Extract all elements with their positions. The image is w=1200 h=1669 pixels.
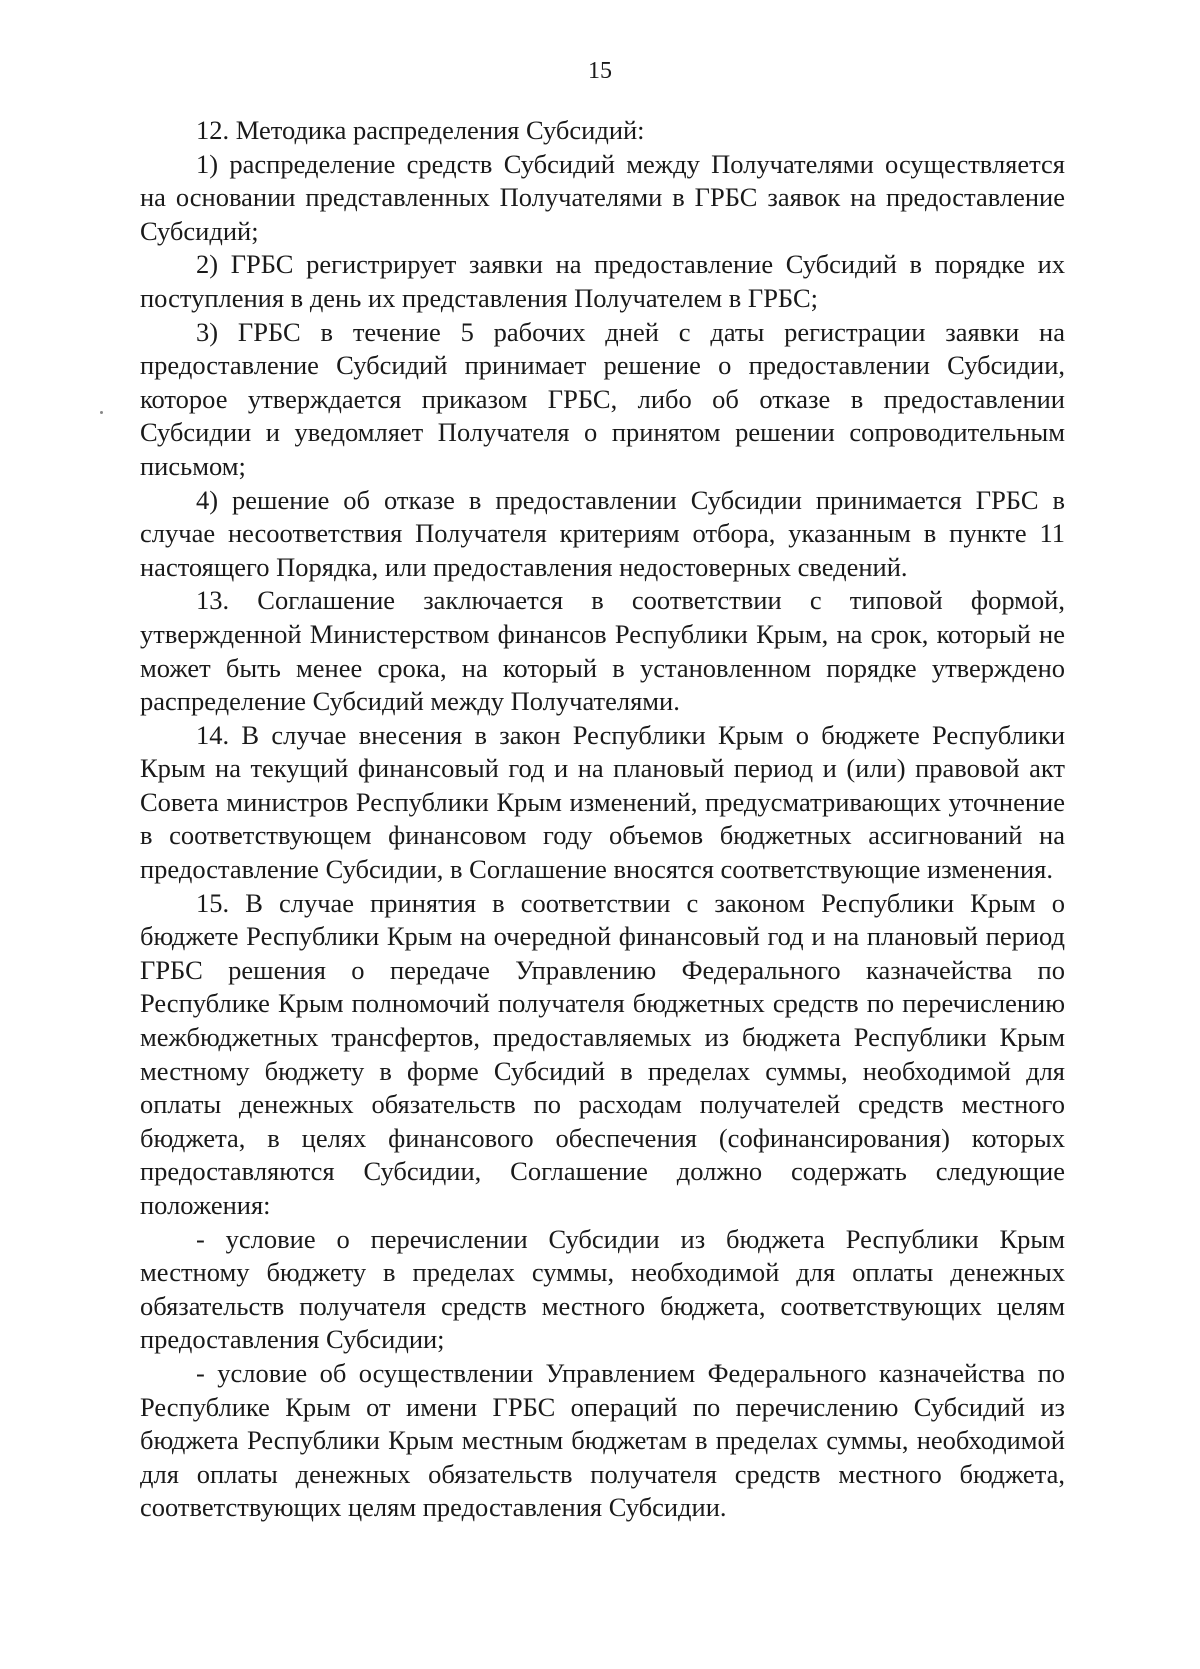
paragraph-12-item-3: 3) ГРБС в течение 5 рабочих дней с даты регистрации заявки на предоставление Субсидий принимает решение о предоставлении Субсидии, которое утверждается приказом ГРБС, либо об отказе в предоставлении Субсидии и уведомляет Получателя о принятом решении сопроводительным письмом; xyxy=(140,316,1065,481)
paragraph-15: 15. В случае принятия в соответствии с законом Республики Крым о бюджете Республики Крым на очередной финансовый год и на плановый период ГРБС решения о передаче Управлению Федерального казначейства по Республике Крым полномочий получателя бюджетных средств по перечислению межбюджетных трансфертов, предоставляемых из бюджета Республики Крым местному бюджету в форме Субсидий в пределах суммы, необходимой для оплаты денежных обязательств по расходам получателей средств местного бюджета, в целях финансового обеспечения (софинансирования) которых предоставляются Субсидии, Соглашение должно содержать следующие положения: xyxy=(140,887,1065,1220)
document-body xyxy=(140,114,1065,1525)
paragraph-12-item-2: 2) ГРБС регистрирует заявки на предоставление Субсидий в порядке их поступления в день их представления Получателем в ГРБС; xyxy=(140,249,1065,313)
paragraph-13: 13. Соглашение заключается в соответствии с типовой формой, утвержденной Министерством финансов Республики Крым, на срок, который не может быть менее срока, на который в установленном порядке утверждено распределение Субсидий между Получателями. xyxy=(140,585,1065,717)
paragraph-12-heading: 12. Методика распределения Субсидий: xyxy=(196,115,645,145)
page-number: 15 xyxy=(588,58,612,84)
paragraph-15-condition-1: - условие о перечислении Субсидии из бюджета Республики Крым местному бюджету в пределах суммы, необходимой для оплаты денежных обязательств получателя средств местного бюджета, соответствующих целям предоставления Субсидии; xyxy=(140,1223,1065,1355)
paragraph-15-condition-2: - условие об осуществлении Управлением Федерального казначейства по Республике Крым от имени ГРБС операций по перечислению Субсидий из бюджета Республики Крым местным бюджетам в пределах суммы, необходимой для оплаты денежных обязательств получателя средств местного бюджета, соответствующих целям предоставления Субсидии. xyxy=(140,1357,1065,1523)
scan-speck xyxy=(100,411,103,414)
paragraph-14: 14. В случае внесения в закон Республики Крым о бюджете Республики Крым на текущий финансовый год и на плановый период и (или) правовой акт Совета министров Республики Крым изменений, предусматривающих уточнение в соответствующем финансовом году объемов бюджетных ассигнований на предоставление Субсидии, в Соглашение вносятся соответствующие изменения. xyxy=(140,719,1065,885)
paragraph-12-item-4: 4) решение об отказе в предоставлении Субсидии принимается ГРБС в случае несоответствия Получателя критериям отбора, указанным в пункте 11 настоящего Порядка, или предоставления недостоверных сведений. xyxy=(140,484,1065,582)
paragraph-12-item-1: 1) распределение средств Субсидий между Получателями осуществляется на основании представленных Получателями в ГРБС заявок на предоставление Субсидий; xyxy=(140,148,1065,246)
